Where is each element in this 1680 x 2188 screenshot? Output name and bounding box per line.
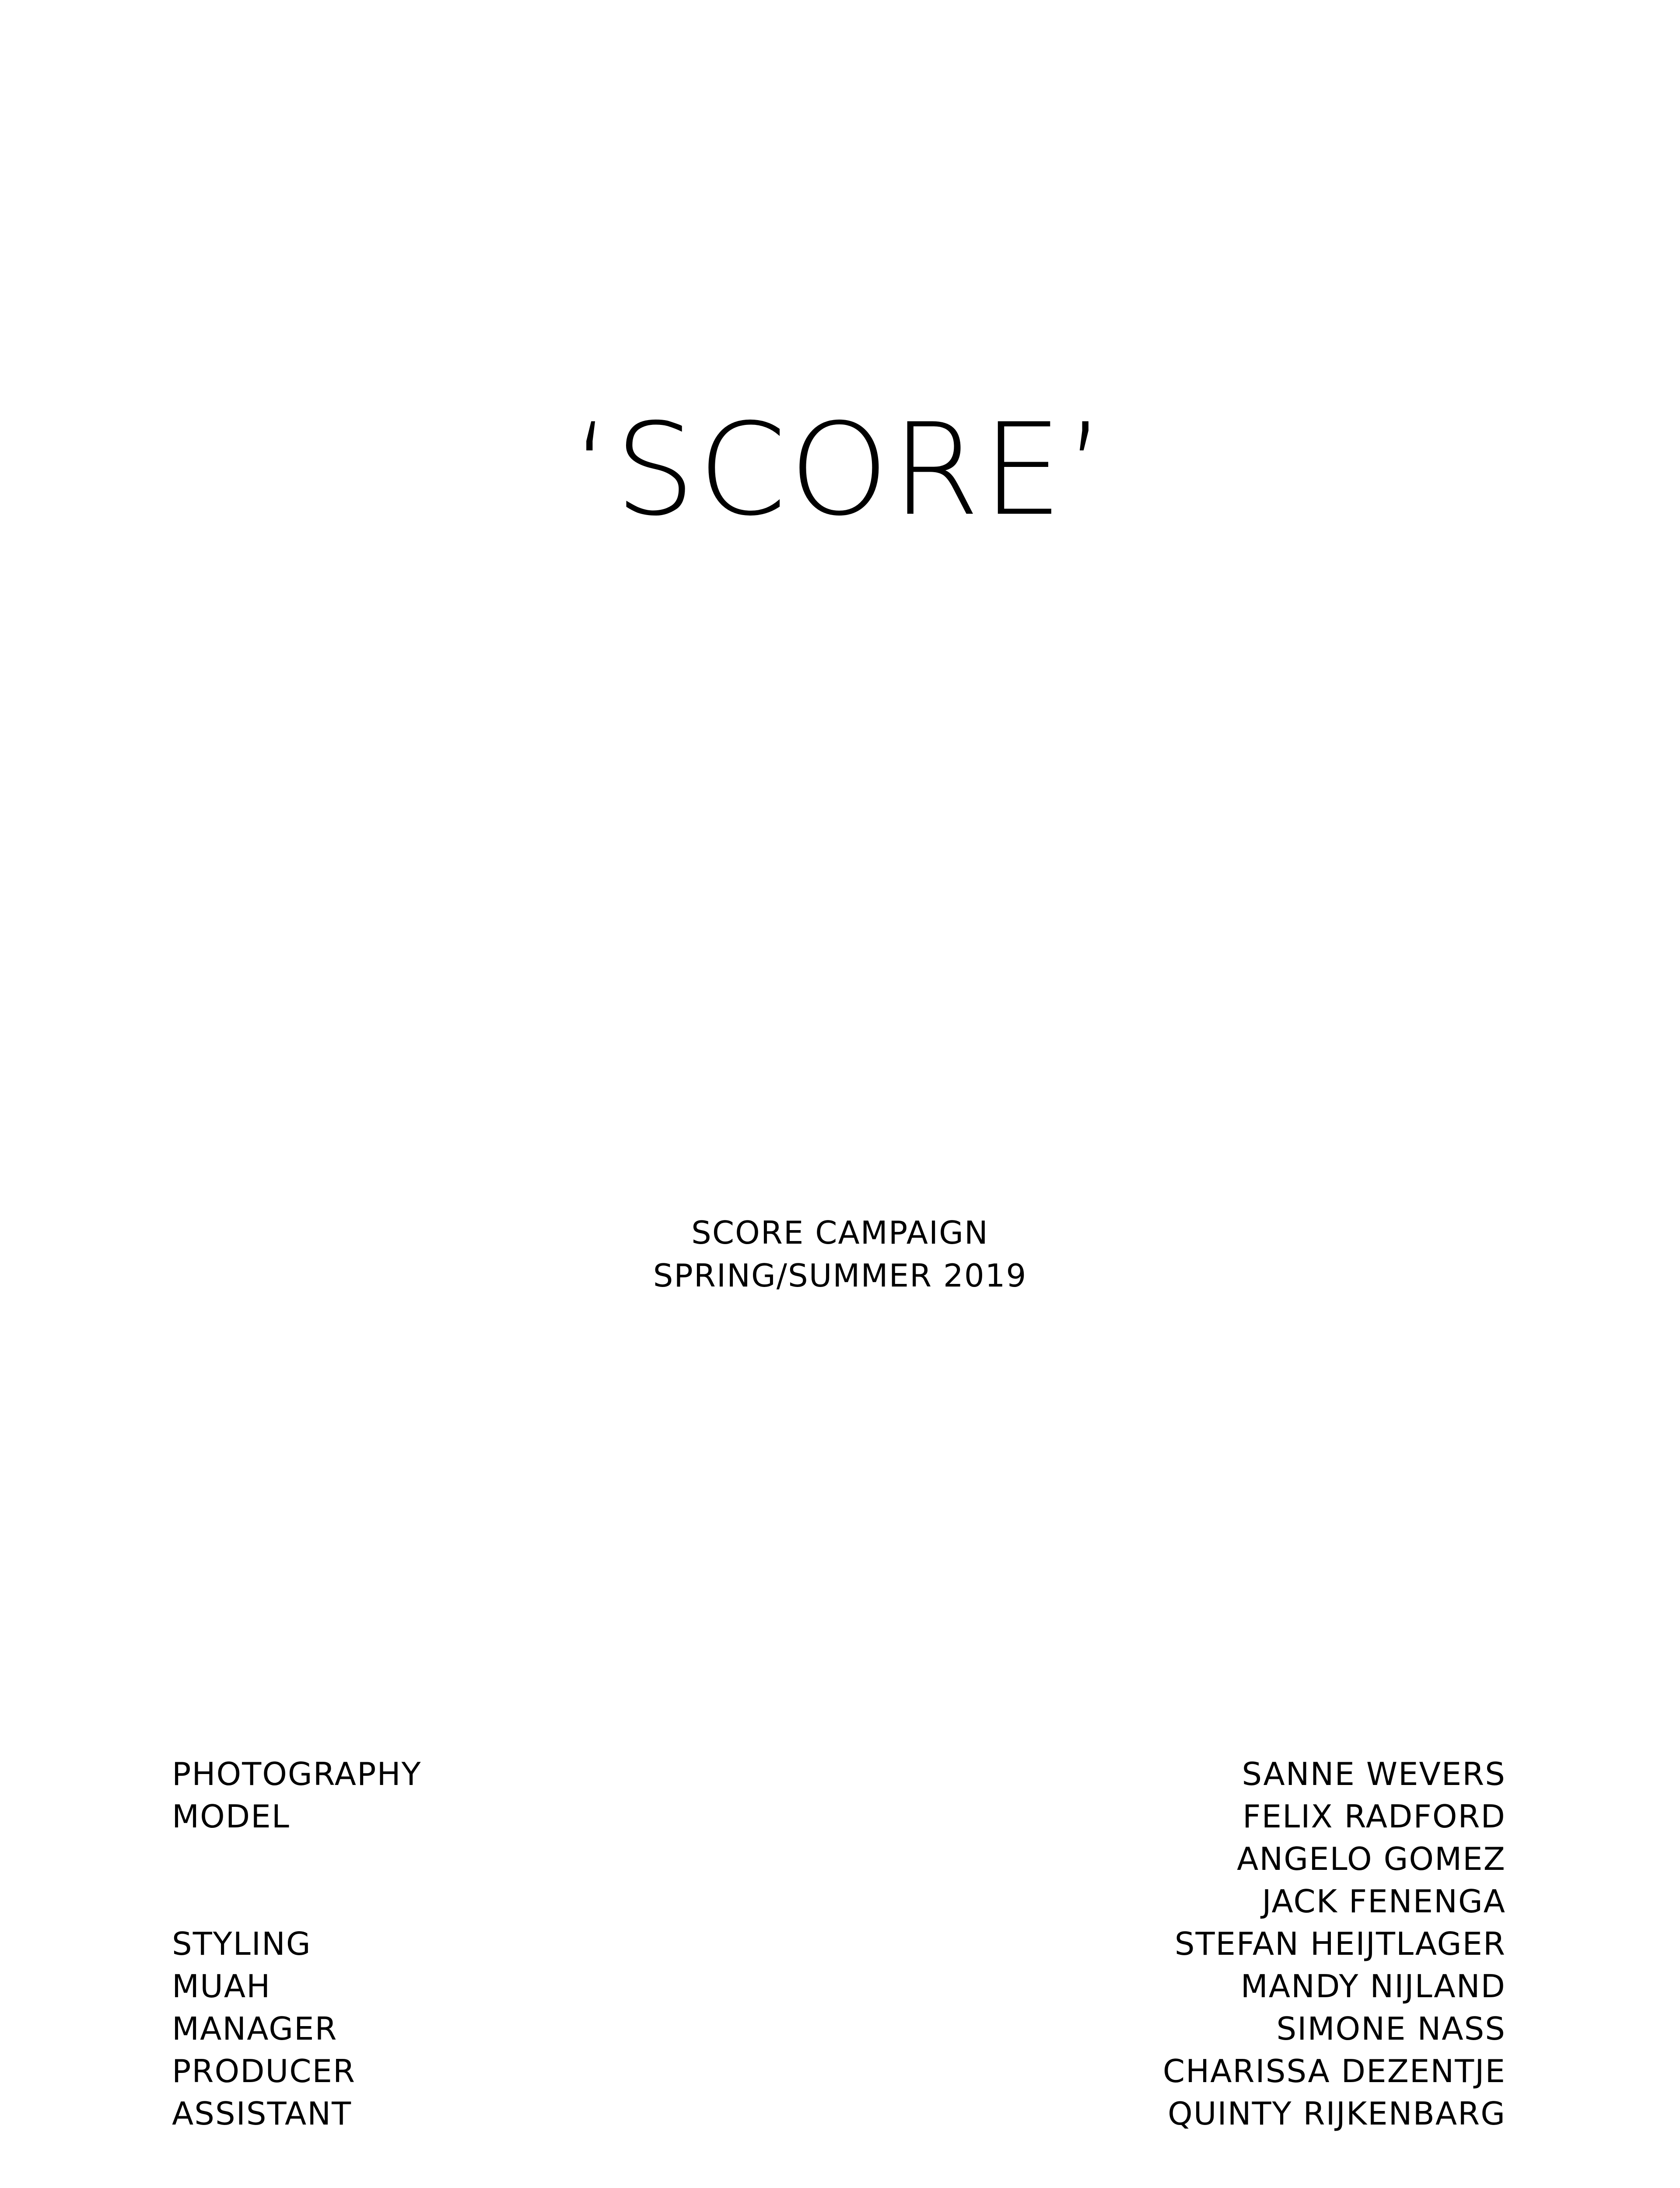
credit-role-spacer [172,1880,422,1923]
campaign-name: SCORE CAMPAIGN [691,1214,989,1251]
credit-role-spacer [172,1838,422,1880]
credits-names-column [1163,1753,1506,2135]
credit-name: MANDY NIJLAND [1240,1968,1506,2005]
credit-role-model: MODEL [172,1798,290,1835]
credit-role-photography: PHOTOGRAPHY [172,1756,422,1792]
credit-name: FELIX RADFORD [1242,1798,1506,1835]
credit-name: SANNE WEVERS [1242,1756,1506,1792]
credit-role-manager: MANAGER [172,2010,338,2047]
credit-name: SIMONE NASS [1276,2010,1506,2047]
credit-name: QUINTY RIJKENBARG [1168,2095,1506,2132]
credit-role-styling: STYLING [172,1925,312,1962]
credit-name: STEFAN HEIJTLAGER [1174,1925,1506,1962]
credit-role-assistant: ASSISTANT [172,2095,352,2132]
credits-roles-column [172,1753,422,2135]
campaign-subtitle [0,1211,1680,1297]
credit-name: JACK FENENGA [1262,1883,1506,1920]
credit-role-muah: MUAH [172,1968,271,2005]
credit-role-producer: PRODUCER [172,2053,356,2090]
campaign-season: SPRING/SUMMER 2019 [653,1257,1027,1294]
credit-name: ANGELO GOMEZ [1237,1841,1506,1877]
page-title: ‘SCORE’ [572,396,1108,544]
credit-name: CHARISSA DEZENTJE [1162,2053,1506,2090]
